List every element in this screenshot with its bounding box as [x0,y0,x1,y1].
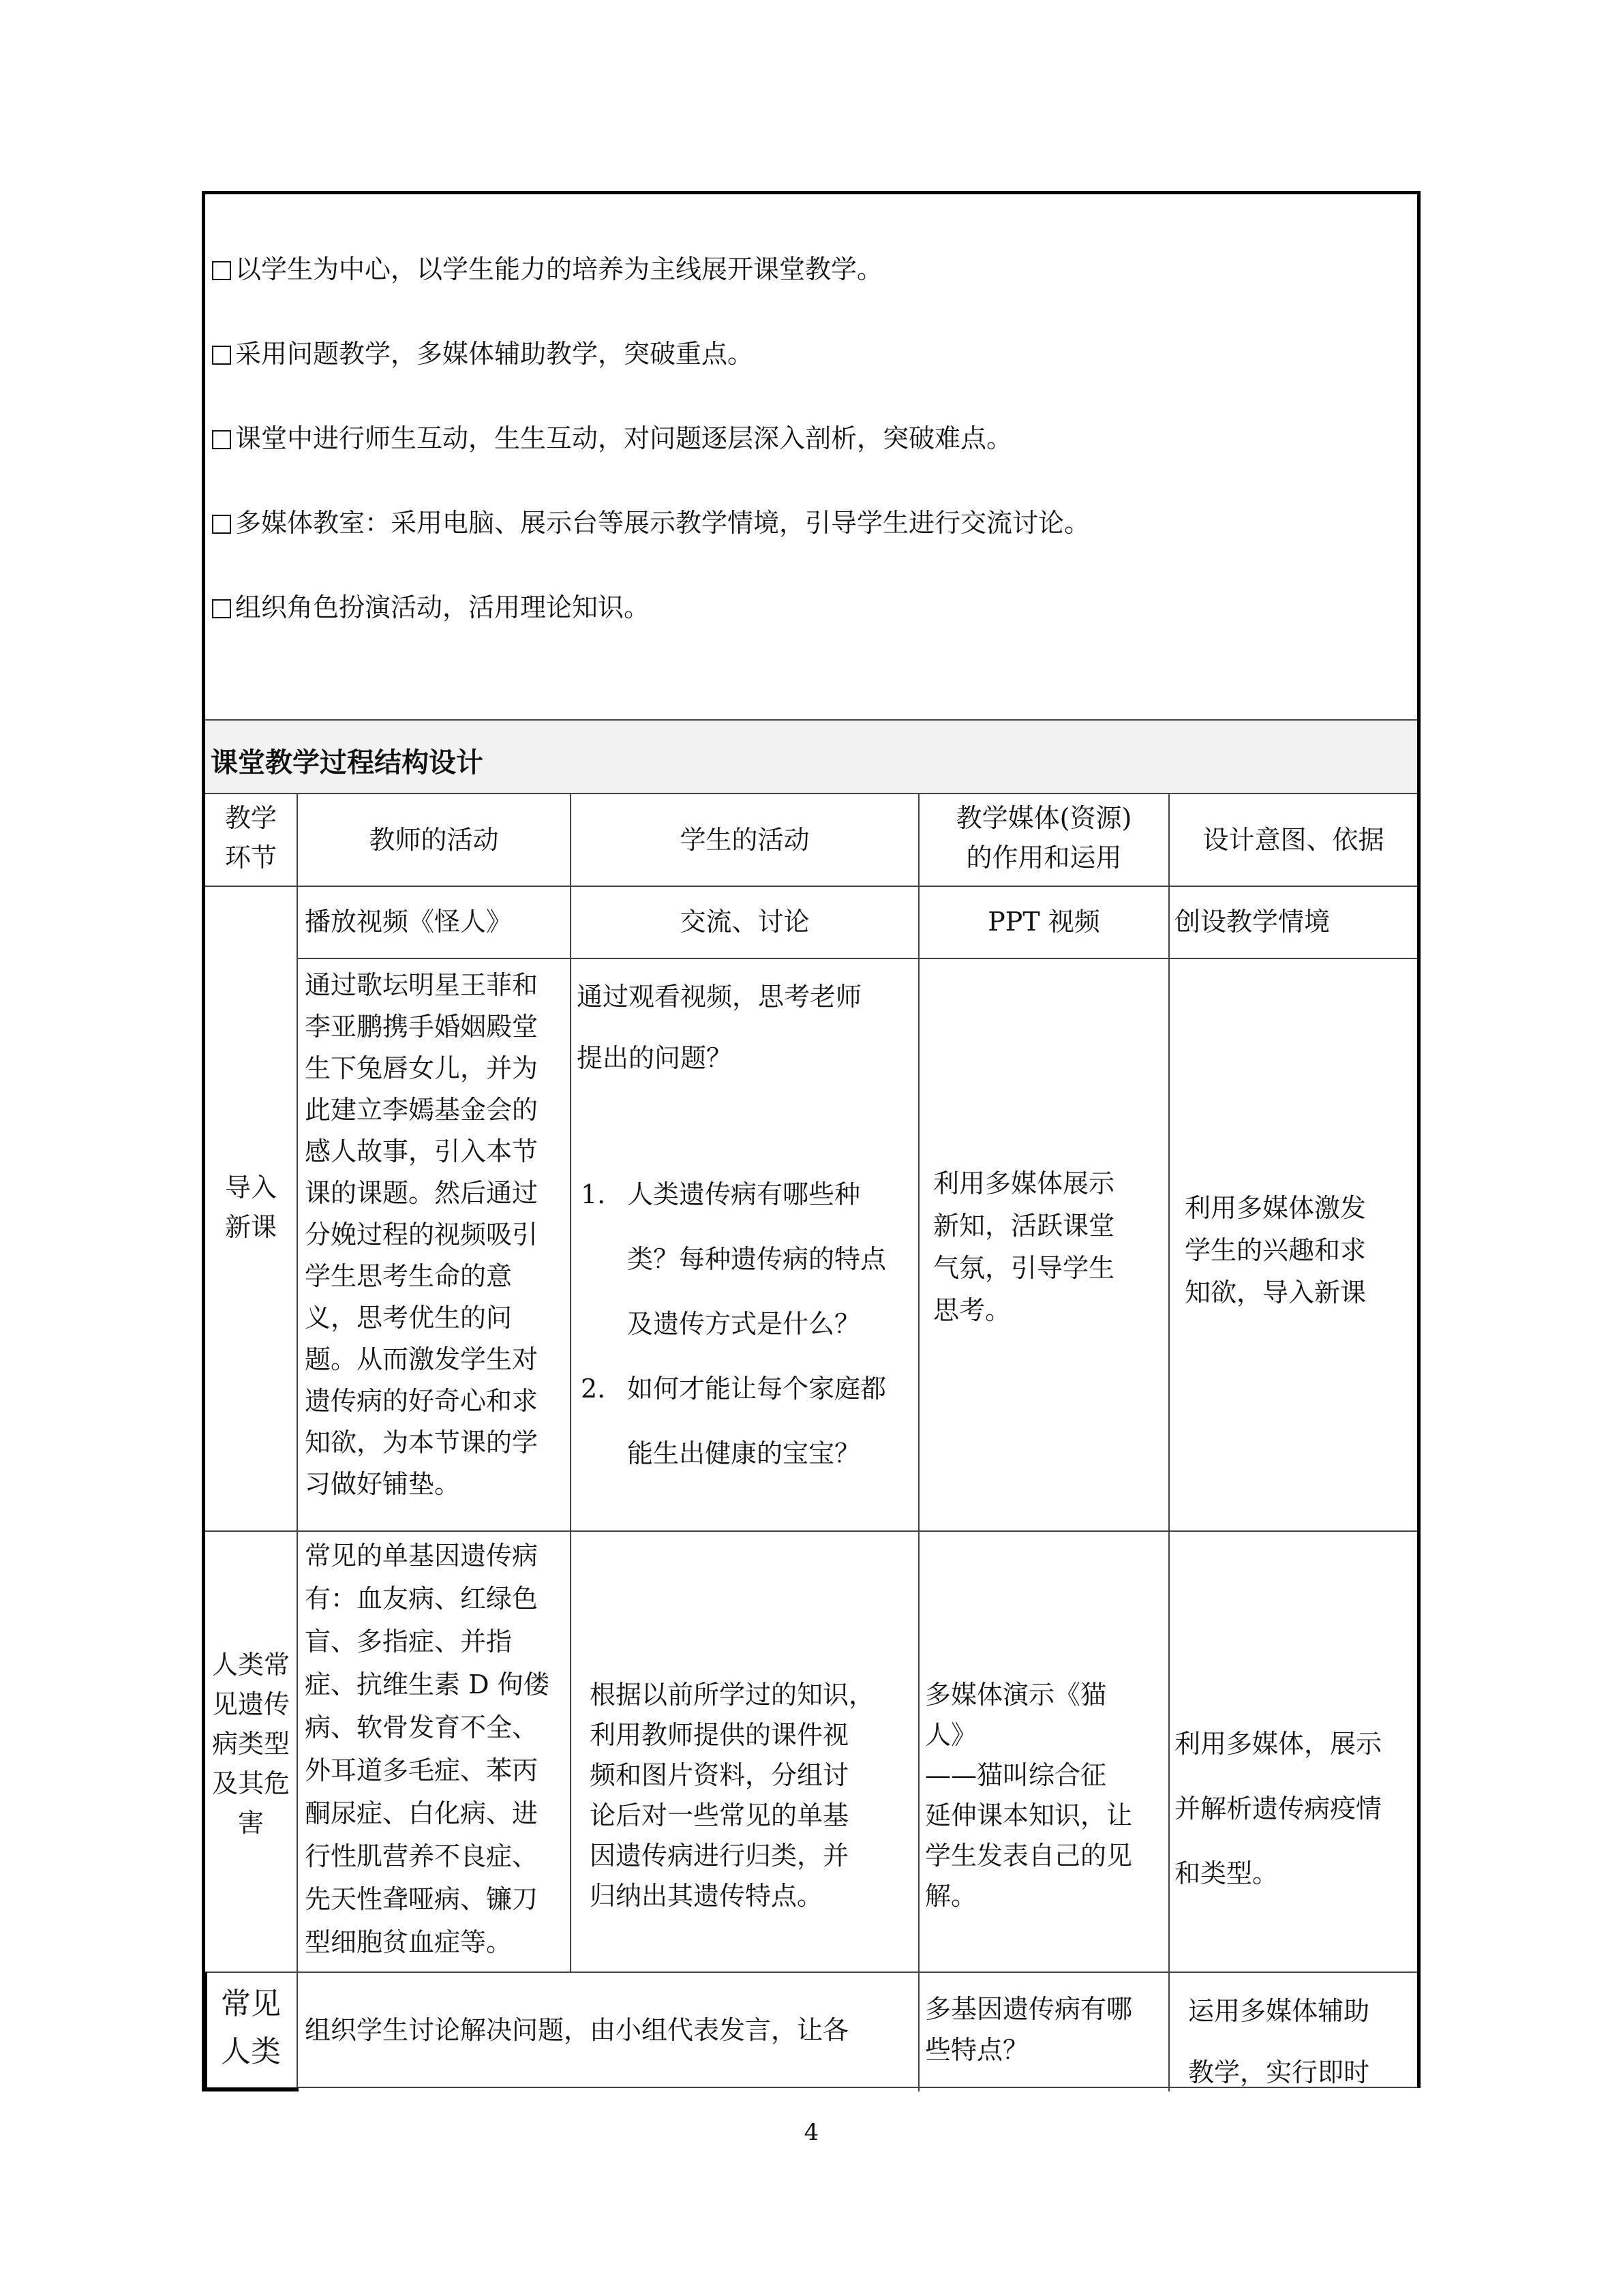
thick-border [202,2087,299,2091]
process-table [205,194,1417,2091]
question-item: 1. 人类遗传病有哪些种 类？每种遗传病的特点 及遗传方式是什么？ [581,1179,887,1339]
common-media: 多基因遗传病有哪 些特点？ [925,1994,1133,2065]
types-media: 多媒体演示《猫 人》 ——猫叫综合征 延伸课本知识，让 学生发表自己的见 解。 [925,1680,1133,1911]
question-item: 2. 如何才能让每个家庭都 能生出健康的宝宝？ [581,1374,887,1468]
row-divider [205,886,1417,887]
intro-intent-1: 创设教学情境 [1174,907,1331,937]
intro-intent-2: 利用多媒体激发 学生的兴趣和求 知欲，导入新课 [1185,1193,1367,1308]
types-intent: 利用多媒体，展示 并解析遗传病疫情 和类型。 [1174,1729,1382,1888]
page-number: 4 [804,2119,819,2146]
common-teacher: 组织学生讨论解决问题，由小组代表发言，让各 [305,2015,849,2045]
strategy-item: 组织角色扮演活动，活用理论知识。 [212,591,650,624]
section-title: 课堂教学过程结构设计 [211,747,483,779]
row-divider [205,1972,1417,1973]
stage-intro: 导入 新课 [224,1173,277,1242]
stage-types: 人类常 见遗传 病类型 及其危 害 [211,1650,290,1838]
intro-teacher-1: 播放视频《怪人》 [305,907,513,937]
header-media: 教学媒体(资源) 的作用和运用 [956,803,1132,873]
header-teacher: 教师的活动 [369,825,499,855]
strategy-item: 以学生为中心，以学生能力的培养为主线展开课堂教学。 [212,253,883,286]
strategy-item: 采用问题教学，多媒体辅助教学，突破重点。 [212,337,753,370]
intro-student-questions [577,1162,917,1486]
header-intent: 设计意图、依据 [1202,825,1384,855]
intro-teacher-2: 通过歌坛明星王菲和 李亚鹏携手婚姻殿堂 生下兔唇女儿，并为 此建立李嫣基金会的 感人故事，引入本节 课的课题。然后通过 分娩过程的视频吸引 学生思考生命的意 义，思考优生的问 题。从而激发学生对 遗传病的好奇心和求 知欲，为本节课的学 习做好铺垫。 [305,970,539,1499]
header-stage: 教学 环节 [224,803,277,873]
intro-student-1: 交流、讨论 [680,907,810,937]
common-intent: 运用多媒体辅助 教学，实行即时 [1188,1996,1370,2087]
intro-media-2: 利用多媒体展示 新知，活跃课堂 气氛，引导学生 思考。 [933,1168,1115,1325]
types-teacher: 常见的单基因遗传病 有：血友病、红绿色 盲、多指症、并指 症、抗维生素 D 佝偻 病、软骨发育不全、 外耳道多毛症、苯丙 酮尿症、白化病、进 行性肌营养不良症、 先天性聋哑病、镰刀 型细胞贫血症等。 [305,1541,549,1957]
types-student: 根据以前所学过的知识， 利用教师提供的课件视 频和图片资料，分组讨 论后对一些常见的单基 因遗传病进行归类，并 归纳出其遗传特点。 [590,1680,875,1911]
header-student: 学生的活动 [680,825,810,855]
col-divider [918,794,920,2091]
row-divider [205,1530,1417,1532]
row-divider [297,958,1417,959]
stage-common: 常见 人类 [221,1987,281,2069]
thick-border [202,1972,207,2091]
col-divider [297,794,298,2091]
intro-student-2: 通过观看视频，思考老师 提出的问题？ [577,982,862,1073]
intro-media-1: PPT 视频 [988,907,1100,937]
col-divider [570,794,571,1972]
strategy-item: 课堂中进行师生互动，生生互动，对问题逐层深入剖析，突破难点。 [212,422,1012,455]
col-divider [1168,794,1170,2091]
page-frame [202,191,1421,2088]
strategy-item: 多媒体教室：采用电脑、展示台等展示教学情境，引导学生进行交流讨论。 [212,507,1090,539]
